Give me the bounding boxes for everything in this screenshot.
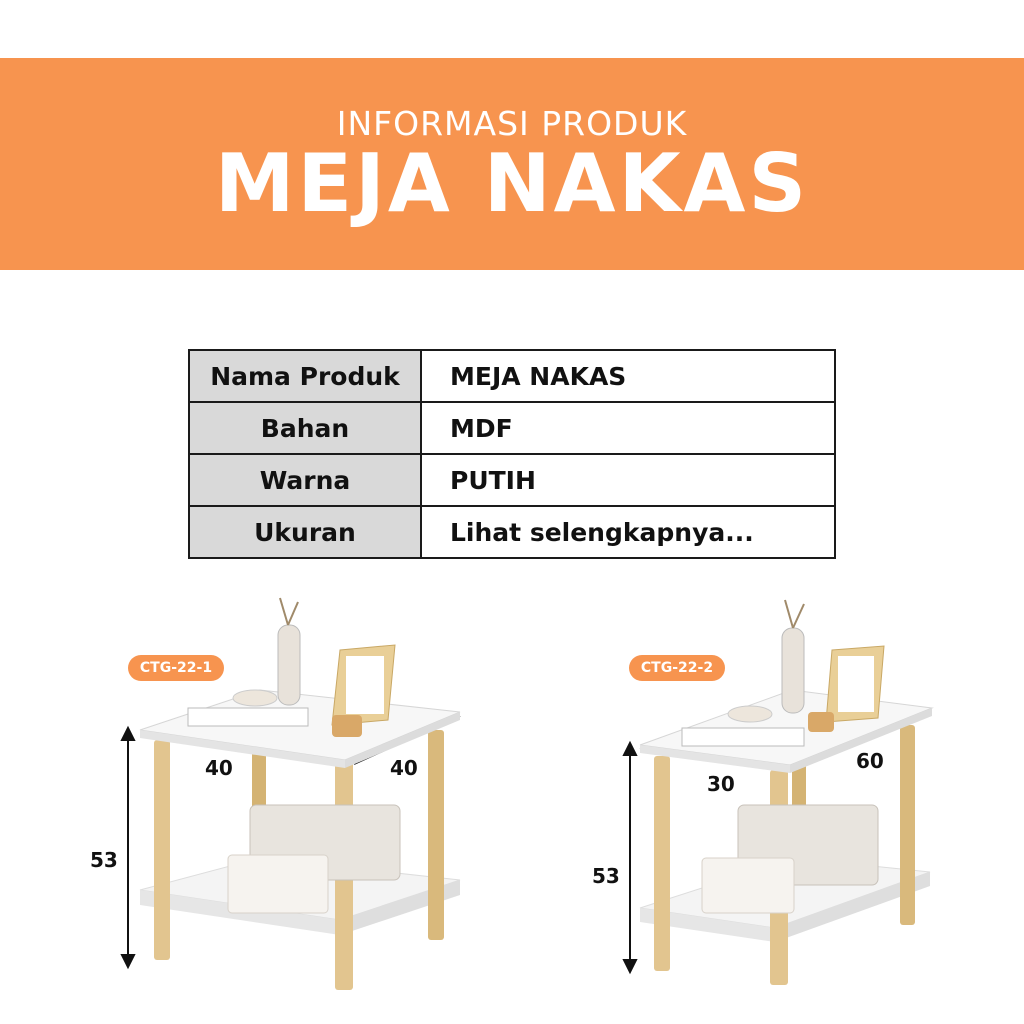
product-image-ctg-22-2 [610,590,950,990]
width-label: 40 [205,756,233,780]
depth-label: 60 [856,749,884,773]
product-image-ctg-22-1 [110,590,480,1000]
spec-value: MEJA NAKAS [421,350,835,402]
height-label: 53 [90,848,118,872]
banner-subtitle: INFORMASI PRODUK [336,104,688,143]
spec-label: Nama Produk [189,350,421,402]
spec-label: Warna [189,454,421,506]
depth-label: 40 [390,756,418,780]
variant-badge: CTG-22-1 [128,655,224,681]
height-label: 53 [592,864,620,888]
table-row [189,350,835,402]
spec-value: Lihat selengkapnya... [421,506,835,558]
product-info-table [188,349,836,559]
spec-label: Bahan [189,402,421,454]
spec-value: PUTIH [421,454,835,506]
variant-badge: CTG-22-2 [629,655,725,681]
banner-title: MEJA NAKAS [214,137,810,230]
table-row [189,454,835,506]
spec-value: MDF [421,402,835,454]
width-label: 30 [707,772,735,796]
table-row [189,506,835,558]
spec-label: Ukuran [189,506,421,558]
table-row [189,402,835,454]
